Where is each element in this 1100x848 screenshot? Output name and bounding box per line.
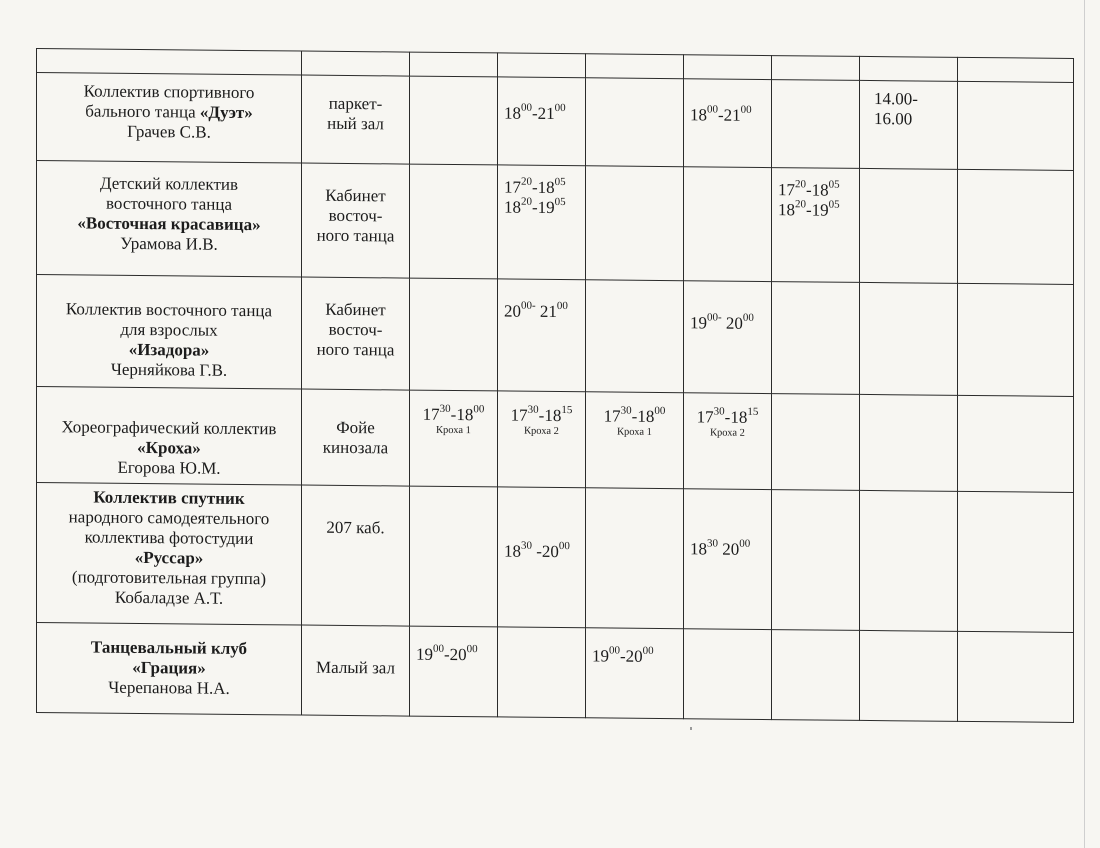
time-cell [958,491,1074,632]
header-cell [410,52,498,77]
time-cell [410,486,498,627]
time-cell [410,76,498,165]
collective-name-line: Детский коллектив [99,173,238,194]
room-line: ного танца [316,225,395,246]
time-cell [498,487,586,628]
collective-name-cell [37,161,302,278]
time-cell [684,79,772,168]
time-cell [860,490,958,631]
room-line: Кабинет [325,299,386,320]
time-range: $17^{30}-18^{15}$ [696,405,759,427]
time-range: $19^{00-}$ $20^{00}$ [690,311,754,333]
room-line: ный зал [327,113,384,134]
schedule-sheet [36,48,1074,713]
time-cell [586,280,684,393]
room-line: Малый зал [316,657,395,678]
collective-title: «Грация» [132,657,206,678]
collective-name-line: Коллектив спортивного [83,81,255,103]
collective-name-line: Коллектив восточного танца [65,299,273,321]
collective-name-line: коллектива фотостудии [84,527,254,549]
collective-leader: Черепанова Н.А. [108,677,230,698]
time-cell [586,78,684,167]
time-cell [860,168,958,283]
header-cell [586,54,684,79]
time-range: $17^{30}-18^{00}$ [422,403,485,425]
header-cell [498,53,586,78]
time-cell [772,168,860,283]
time-cell [772,630,860,721]
table-row [37,483,1074,633]
collective-name-line: бального танца «Дуэт» [85,101,253,123]
group-label: Кроха 2 [710,427,745,439]
room-cell [302,625,410,716]
time-range: $18^{20}-19^{05}$ [504,195,566,217]
time-cell [498,165,586,280]
time-range-line: 14.00- [874,89,918,109]
time-cell [586,488,684,629]
page-edge [1084,0,1085,848]
group-label: Кроха 2 [524,425,559,438]
table-row [37,275,1074,397]
group-label: Кроха 1 [436,424,471,437]
room-line: Фойе [336,417,375,438]
collective-leader: Егорова Ю.М. [117,457,221,478]
time-cell [772,80,860,169]
time-cell [410,390,498,487]
time-cell [958,395,1074,492]
time-cell [958,169,1074,284]
collective-name-line: Танцевальный клуб [90,637,248,659]
collective-title: «Дуэт» [199,102,253,123]
time-cell [860,630,958,721]
time-range: $17^{20}-18^{05}$ [778,178,840,200]
time-cell [958,631,1074,722]
room-line: кинозала [322,437,389,458]
group-label: Кроха 1 [617,426,652,438]
room-line: ного танца [316,339,395,360]
scan-speck [690,727,692,730]
collective-title: «Кроха» [137,437,201,458]
table-row [37,387,1074,493]
collective-name-cell [37,73,302,164]
collective-name-cell [37,275,302,390]
header-cell [772,56,860,81]
header-cell [37,49,302,76]
table-row [37,161,1074,285]
time-cell [860,282,958,395]
collective-title: «Восточная красавица» [77,213,261,235]
time-cell [958,283,1074,396]
header-cell [860,56,958,81]
collective-leader: Грачев С.В. [127,121,211,142]
time-cell [772,282,860,395]
time-cell [684,393,772,490]
time-cell [586,628,684,719]
collective-name-cell [37,483,302,626]
collective-name-line: Хореографический коллектив [61,417,277,439]
time-cell [586,166,684,281]
time-cell [958,81,1074,170]
time-range: $19^{00}-20^{00}$ [416,643,478,665]
collective-title: «Изадора» [128,339,210,360]
time-range: $18^{30}$ $-20^{00}$ [504,539,570,562]
time-cell [772,490,860,631]
time-cell [498,279,586,392]
collective-name-line: Коллектив спутник [93,487,245,509]
time-cell [772,394,860,491]
time-cell [860,394,958,491]
header-cell [684,55,772,80]
time-range: $17^{30}-18^{00}$ [603,404,666,426]
collective-name-cell [37,387,302,486]
time-range: $20^{00-}$ $21^{00}$ [504,299,568,322]
collective-title: «Руссар» [134,547,204,568]
time-range: $18^{00}-21^{00}$ [504,101,566,123]
time-cell [684,489,772,630]
time-cell [684,629,772,720]
time-cell [498,77,586,166]
time-cell [410,278,498,391]
time-range: $19^{00}-20^{00}$ [592,644,654,666]
time-cell [860,80,958,169]
room-cell [302,277,410,390]
schedule-table [36,48,1074,723]
time-cell [498,627,586,718]
collective-leader: Урамова И.В. [120,233,218,254]
collective-name-line: (подготовительная группа) [71,567,267,589]
header-cell [302,51,410,76]
collective-name-cell [37,623,302,716]
collective-name-line: восточного танца [105,193,232,214]
header-cell [958,57,1074,82]
time-range-line: 16.00 [874,109,913,129]
room-line: восточ- [328,319,383,340]
collective-leader: Черняйкова Г.В. [110,359,228,380]
collective-name-line: для взрослых [120,319,218,340]
room-cell [302,163,410,278]
time-cell [410,164,498,279]
room-line: восточ- [328,205,383,226]
time-range: $17^{20}-18^{05}$ [504,175,566,197]
collective-leader: Кобаладзе А.Т. [114,587,224,608]
room-cell [302,389,410,486]
room-cell [302,485,410,626]
table-row [37,623,1074,723]
room-cell [302,75,410,164]
room-line: паркет- [328,93,383,114]
room-line: Кабинет [325,185,386,206]
time-cell [586,392,684,489]
time-range: $18^{20}-19^{05}$ [778,198,840,220]
room-line: 207 каб. [326,517,385,538]
time-cell [684,281,772,394]
collective-name-line: народного самодеятельного [68,507,270,529]
time-range: $18^{00}-21^{00}$ [690,103,752,125]
time-range: $18^{30}$ $20^{00}$ [690,537,751,559]
time-cell [684,167,772,282]
table-row [37,73,1074,171]
time-cell [410,626,498,717]
time-range: $17^{30}-18^{15}$ [510,404,573,426]
time-cell [498,391,586,488]
